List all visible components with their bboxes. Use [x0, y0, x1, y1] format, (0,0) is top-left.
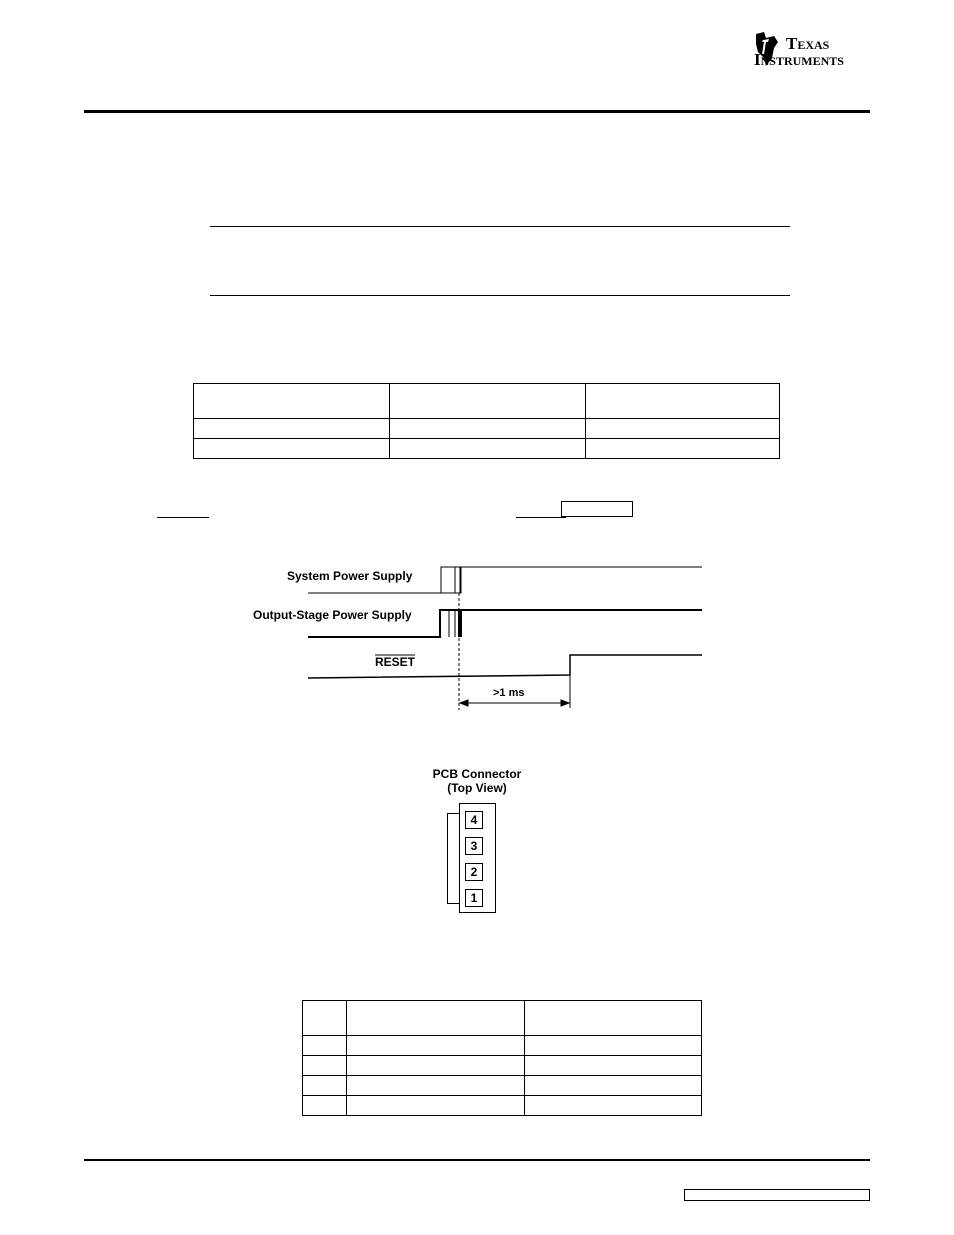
table-cell: [303, 1001, 347, 1036]
table-cell: [347, 1076, 525, 1096]
table-row: [303, 1036, 702, 1056]
table-cell: [347, 1036, 525, 1056]
connector-title-line1: PCB Connector: [432, 767, 522, 781]
label-system-supply: System Power Supply: [287, 569, 413, 583]
table-2: [302, 1000, 702, 1116]
table-cell: [347, 1096, 525, 1116]
label-output-supply: Output-Stage Power Supply: [253, 608, 412, 622]
table-cell: [525, 1056, 702, 1076]
connector-pin-2: 2: [465, 863, 483, 881]
label-reset: RESET: [375, 655, 416, 669]
table-cell: [525, 1036, 702, 1056]
table-row: [303, 1001, 702, 1036]
connector-pin-1: 1: [465, 889, 483, 907]
table-cell: [525, 1096, 702, 1116]
table-cell: [525, 1076, 702, 1096]
table-cell: [347, 1001, 525, 1036]
table-cell: [347, 1056, 525, 1076]
footer-doc-box: [684, 1189, 870, 1201]
connector-title-line2: (Top View): [447, 781, 507, 795]
connector-pin-4: 4: [465, 811, 483, 829]
table-cell: [303, 1076, 347, 1096]
logo-text-instruments: Instruments: [754, 50, 844, 69]
label-delay: >1 ms: [493, 687, 525, 699]
connector-pin-3: 3: [465, 837, 483, 855]
delay-arrow: [460, 700, 569, 706]
table-cell: [303, 1036, 347, 1056]
footer-rule: [84, 1159, 870, 1161]
table-cell: [303, 1096, 347, 1116]
connector-title: [420, 767, 534, 795]
table-row: [303, 1096, 702, 1116]
table-row: [303, 1076, 702, 1096]
table-cell: [525, 1001, 702, 1036]
table-row: [303, 1056, 702, 1076]
table-cell: [303, 1056, 347, 1076]
reset-waveform: [308, 655, 702, 678]
logo-text-texas: Texas: [786, 34, 830, 53]
